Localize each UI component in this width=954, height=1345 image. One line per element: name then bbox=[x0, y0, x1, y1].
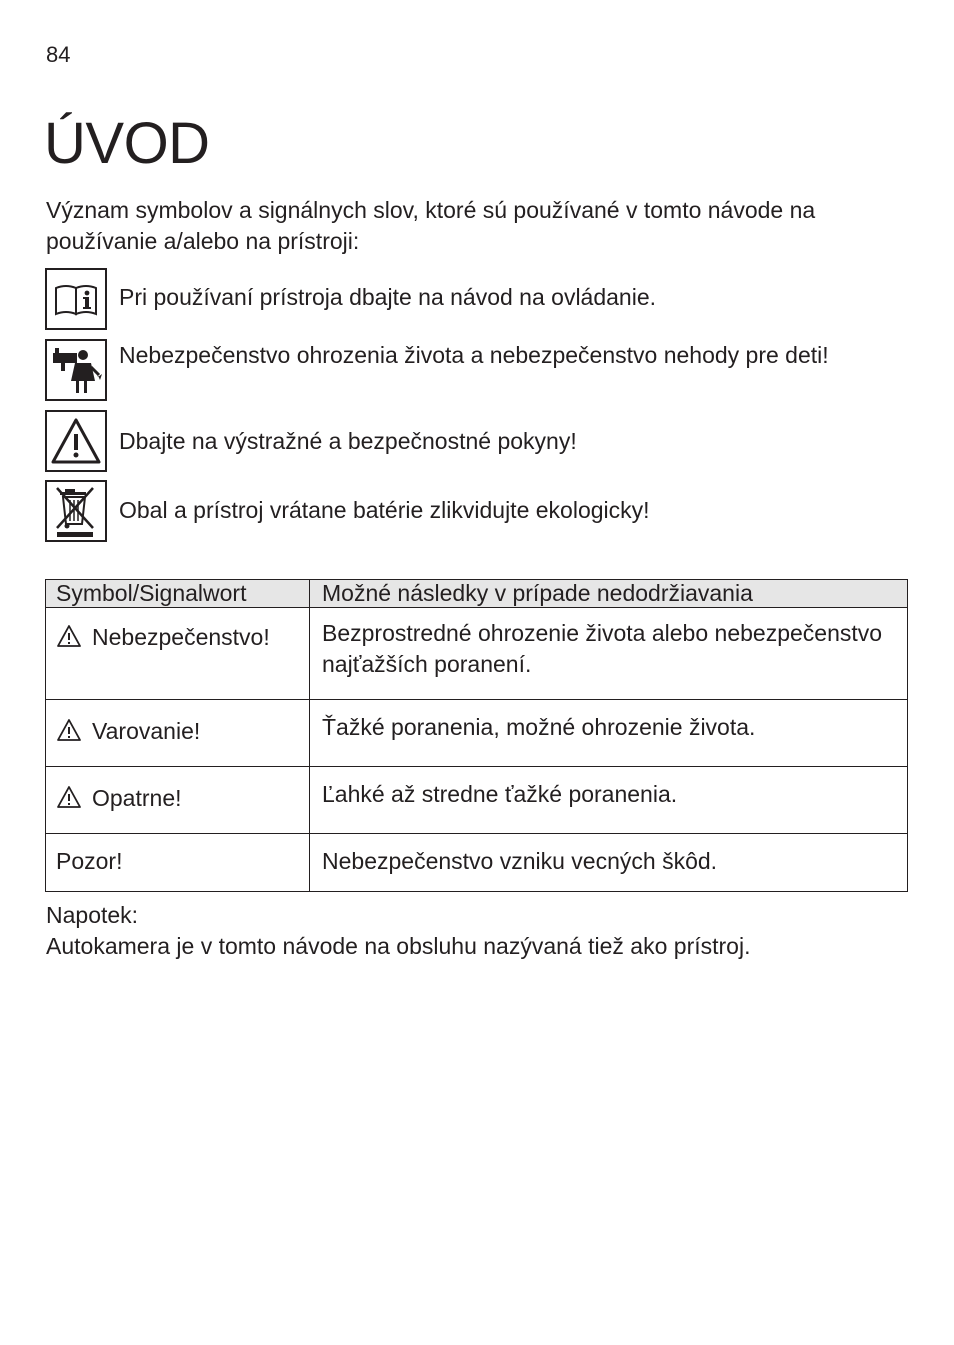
consequence-cell: Nebezpečenstvo vzniku vecných škôd. bbox=[310, 834, 908, 892]
note-text: Autokamera je v tomto návode na obsluhu nazývaná tiež ako prístroj. bbox=[46, 933, 751, 959]
signal-cell bbox=[46, 608, 310, 700]
consequence-cell: Bezprostredné ohrozenie života alebo nebezpečenstvo najťažších poranení. bbox=[310, 608, 908, 700]
signal-word-table bbox=[45, 579, 908, 892]
signal-cell bbox=[46, 700, 310, 767]
page-number: 84 bbox=[46, 42, 71, 67]
symbol-text: Dbajte na výstražné a bezpečnostné pokyny! bbox=[119, 428, 577, 454]
consequence-cell: Ľahké až stredne ťažké poranenia. bbox=[310, 767, 908, 834]
warning-triangle-icon bbox=[56, 624, 82, 648]
manual-info-icon bbox=[45, 268, 107, 330]
symbol-text: Pri používaní prístroja dbajte na návod na ovládanie. bbox=[119, 284, 657, 310]
table-row bbox=[46, 700, 908, 767]
symbol-text: Nebezpečenstvo ohrozenia života a nebezpečenstvo nehody pre deti! bbox=[119, 342, 829, 368]
signal-cell bbox=[46, 834, 310, 892]
table-header-symbol: Symbol/Signalwort bbox=[46, 580, 310, 608]
consequence-cell: Ťažké poranenia, možné ohrozenie života. bbox=[310, 700, 908, 767]
symbol-text: Obal a prístroj vrátane batérie zlikvidujte ekologicky! bbox=[119, 497, 650, 523]
signal-word: Nebezpečenstvo! bbox=[92, 624, 270, 650]
page-title: ÚVOD bbox=[44, 111, 210, 176]
table-row bbox=[46, 834, 908, 892]
signal-word: Pozor! bbox=[56, 848, 123, 874]
signal-word: Opatrne! bbox=[92, 785, 182, 811]
table-header-consequence: Možné následky v prípade nedodržiavania bbox=[310, 580, 908, 608]
table-row bbox=[46, 608, 908, 700]
warning-triangle-icon bbox=[56, 718, 82, 742]
table-header-row bbox=[46, 580, 908, 608]
table-row bbox=[46, 767, 908, 834]
child-danger-icon bbox=[45, 339, 107, 401]
signal-cell bbox=[46, 767, 310, 834]
signal-word: Varovanie! bbox=[92, 718, 201, 744]
warning-triangle-icon bbox=[45, 410, 107, 472]
crossed-bin-icon bbox=[45, 480, 107, 542]
note-label: Napotek: bbox=[46, 902, 139, 928]
warning-triangle-icon bbox=[56, 785, 82, 809]
intro-paragraph: Význam symbolov a signálnych slov, ktoré sú používané v tomto návode na používanie a/alebo na prístroji: bbox=[46, 197, 816, 254]
note-block bbox=[46, 900, 906, 962]
